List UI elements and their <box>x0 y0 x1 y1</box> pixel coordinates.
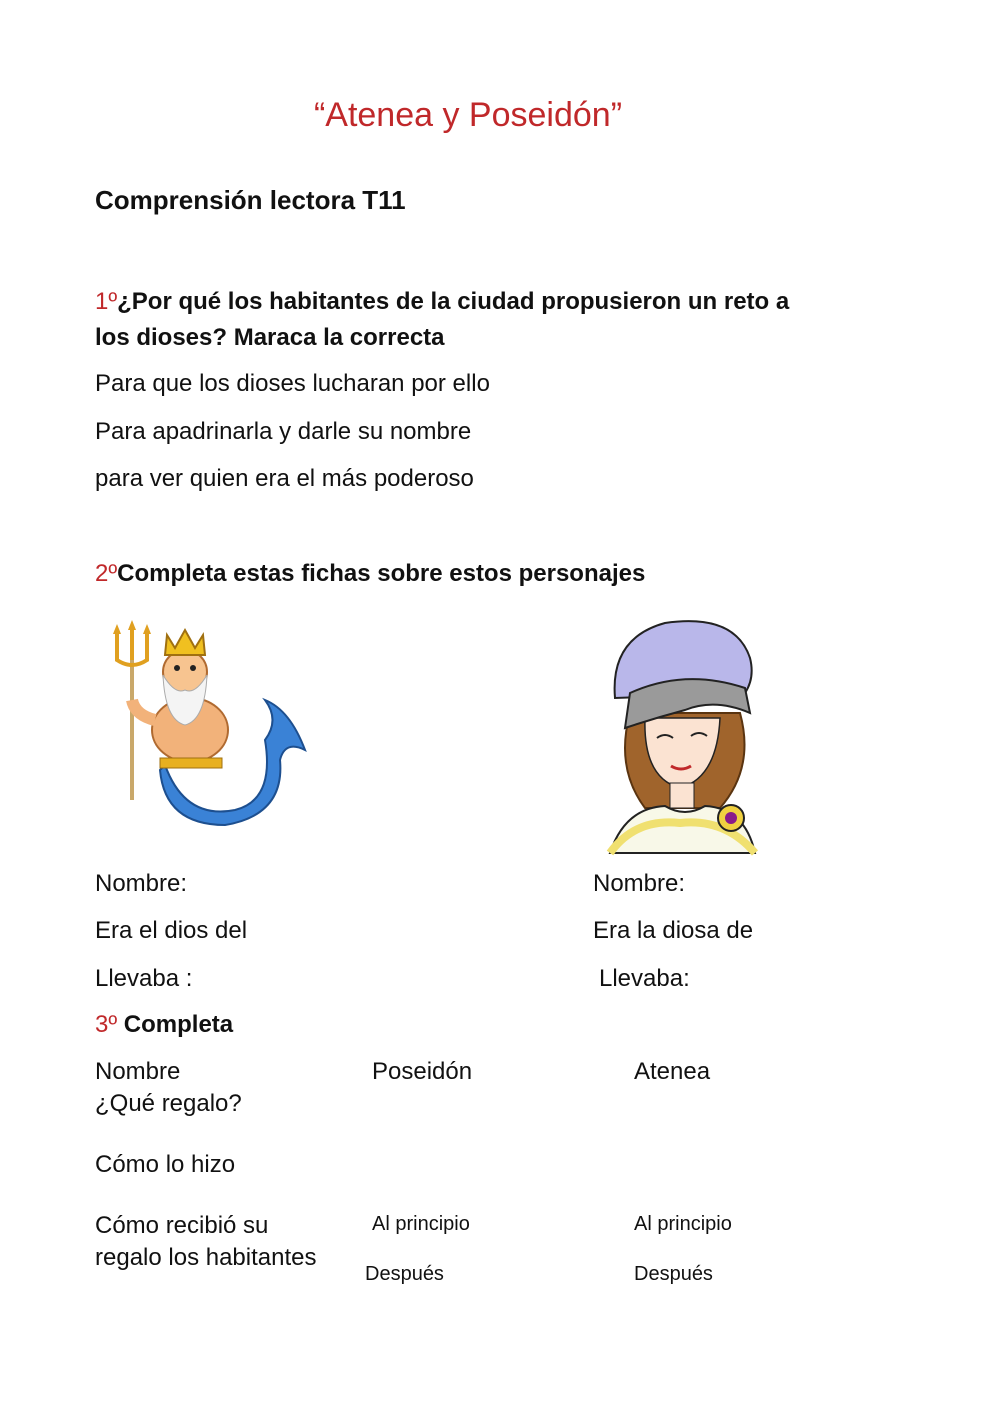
left-card-name: Nombre: <box>95 870 188 897</box>
row-how-label: Cómo lo hizo <box>95 1151 236 1178</box>
q2-number: 2º <box>95 560 118 587</box>
row-received-label-1: Cómo recibió su <box>95 1212 269 1239</box>
atenea-after: Después <box>634 1263 713 1285</box>
q1-option-2[interactable]: Para apadrinarla y darle su nombre <box>95 418 472 445</box>
q1-line1 <box>95 284 789 320</box>
poseidon-after: Después <box>365 1263 444 1285</box>
row-gift-label: ¿Qué regalo? <box>95 1090 242 1117</box>
q3-number: 3º <box>95 1011 118 1038</box>
right-card-god-of: Era la diosa de <box>593 917 754 944</box>
q1-option-1[interactable]: Para que los dioses lucharan por ello <box>95 370 490 397</box>
left-card-god-of: Era el dios del <box>95 917 248 944</box>
atenea-at-first: Al principio <box>634 1213 732 1235</box>
table-header-name: Nombre <box>95 1058 181 1085</box>
q3-text: Completa <box>123 1011 234 1038</box>
subtitle: Comprensión lectora T11 <box>95 185 406 215</box>
q1-number: 1º <box>95 288 118 315</box>
left-card-carried: Llevaba : <box>95 965 193 992</box>
poseidon-illustration <box>105 620 315 830</box>
table-header-poseidon: Poseidón <box>372 1058 473 1085</box>
q2-text: Completa estas fichas sobre estos personajes <box>117 560 646 587</box>
q1-text-line1: ¿Por qué los habitantes de la ciudad propusieron un reto a <box>117 288 790 315</box>
atenea-illustration <box>605 618 765 860</box>
right-card-name: Nombre: <box>593 870 686 897</box>
q1-option-3[interactable]: para ver quien era el más poderoso <box>95 465 474 492</box>
row-received-label-2: regalo los habitantes <box>95 1244 317 1271</box>
q2-heading <box>95 556 645 592</box>
table-header-atenea: Atenea <box>634 1058 711 1085</box>
q3-heading <box>95 1007 233 1043</box>
poseidon-at-first: Al principio <box>372 1213 470 1235</box>
right-card-carried: Llevaba: <box>599 965 690 992</box>
page-title: “Atenea y Poseidón” <box>313 96 623 134</box>
q1-text-line2: los dioses? Maraca la correcta <box>95 324 445 351</box>
